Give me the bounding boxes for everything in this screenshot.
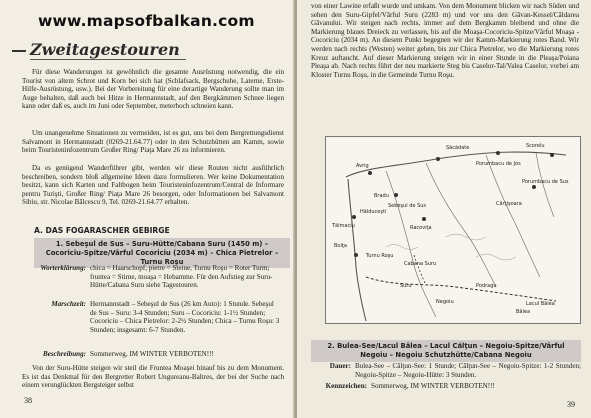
walking-time-text: Hermannstadt – Sebeşul de Sus (26 km Auto): 1 Stunde. Sebeşul de Sus – Suru: 3-4 Stunden; Suru – Cocoriciu: 1-1½ Stunden; Cocoriciu – Chica Pietrelor: 2-2½ Stunden; Chica – Turnu Roşu: 3 Stunden; insgesamt: 6-7 Stunden. (90, 300, 280, 334)
walking-time-label: Marschzeit: (51, 300, 86, 308)
page-number-right: 39 (567, 400, 575, 409)
word-explanation-text: chica = Haarschopf, pietre = Steine, Turnu Roşu = Roter Turm; fruntea = Stirne, moaşa = Hebamme. Für den Aufstieg zur Suru-Hütte/Cabana Suru siehe Tagestouren. (90, 264, 273, 290)
right-page (297, 0, 591, 418)
description-label: Beschreibung: (43, 350, 86, 358)
chapter-title-text: Zweitagestouren (30, 40, 186, 60)
map-town-marker (496, 151, 500, 155)
map-label: Racoviţa (410, 225, 432, 231)
map-label: Tălmaciu (332, 223, 355, 229)
map-town-marker (354, 253, 358, 257)
map-town-marker (394, 193, 398, 197)
map-label: Sebeşul de Sus (388, 203, 427, 209)
map-label: Porumbacu de Sus (522, 179, 569, 185)
route-2-heading: 2. Bulea-See/Lacul Bâlea – Lacul Călţun – Negoiu-Spitze/Vârful Negoiu – Negoiu Schutzhütte/Cabana Negoiu (311, 340, 581, 362)
map-label: Săcădate (446, 145, 470, 151)
title-rule (12, 50, 26, 52)
word-explanation (10, 264, 284, 290)
route-map (325, 136, 581, 324)
walking-time (10, 300, 284, 352)
map-label: Cârţişoara (496, 201, 522, 207)
marking (311, 382, 583, 392)
map-label: Scorelu (526, 143, 545, 149)
continued-paragraph: von einer Lawine erfaßt wurde und umkam. Von dem Monument blicken wir nach Süden und sehen den Suru-Gipfel/Vârful Suru (2283 m) und vor uns den Găvan-Kessel/Căldarea Găvanului. Wir steigen nach rechts, immer auf dem Bergkamm bleibend und ohne die Markierung blaues Dreieck zu verlassen, bis auf die Moaşa-Cocoriciu-Spitze/Vârful Moaşa - Cocoriciu (2034 m). An diesem Punkt begegnen wir der Kamm-Markierung rotes Band. Wir werden nach rechts (Westen) weiter gehen, bis zur Chica Pietrelor, wo die Markierung rotes Kreuz auftaucht. Auf dieser Markierung steigen wir in einer Stunde in die Pleaşa/Poiana Pleaşa ab. Nach rechts führt der neu markierte Steg bis Caselor-Tal/Valea Caselor, vorbei am Kloster Turnu Roşu, in die Gemeinde Turnu Roşu. (311, 2, 579, 79)
map-label: Negoiu (436, 299, 454, 305)
map-town-marker (550, 153, 554, 157)
salvamont-paragraph: Um unangenehme Situationen zu vermeiden, ist es gut, uns bei dem Bergrettungsdienst Salvamont in Hermannstadt (0269-21.64.77) oder in den Schutzhütten am Kamm, sowie beim Touristeninfozentrum Großer Ring/ Piaţa Mare 26 zu informieren. (22, 129, 284, 155)
section-heading: A. DAS FOGARASCHER GEBIRGE (34, 226, 170, 235)
left-page (0, 0, 295, 418)
chapter-title (12, 38, 202, 64)
page-number-left: 38 (24, 396, 32, 405)
map-label: Bradu (374, 193, 389, 199)
word-explanation-label: Worterklärung: (40, 264, 86, 272)
map-label: Lacul Bâlea (526, 301, 555, 307)
watermark: www.mapsofbalkan.com (38, 12, 255, 30)
route-1-heading: 1. Sebeşul de Sus – Suru-Hütte/Cabana Suru (1450 m) – Cocoriciu-Spitze/Vârful Cocoriciu (2034 m) – Chica Pietrelor – Turnu Roşu (34, 238, 290, 268)
description-text: Sommerweg, IM WINTER VERBOTEN!!! (90, 350, 214, 358)
map-label: Hălduceşti (360, 209, 387, 215)
map-label: Boiţa (334, 243, 347, 249)
route-description-paragraph: Von der Suru-Hütte steigen wir steil die Fruntea Moaşei hinauf bis zu dem Monument. Es ist das Denkmal für den Bergretter Robert Ungureanu-Baltres, der bei der Suche nach einem verunglückten Bergsteiger selbst (22, 364, 284, 390)
duration-text: Bulea-See – Călţun-See: 1 Stunde; Călţun-See – Negoiu-Spitze: 1-2 Stunden; Negoiu-Spitze – Negoiu-Hütte: 3 Stunden. (355, 362, 581, 379)
intro-paragraph: Für diese Wanderungen ist gewöhnlich die gesamte Ausrüstung notwendig, die ein Tourist von altem Schrot und Korn bei sich hat (Schlafsack, Bergschuhe, Laterne, Erste-Hilfe-Ausrüstung, usw.). Bei der Vorbereitung für eine derartige Wanderung sollte man im Auge behalten, daß auch bei Hitze in Hermannstadt, auf den Bergkämmen Schnee liegen kann oder daß es, auch im Juni oder September, meterhoch schneien kann. (22, 68, 284, 111)
marking-label: Kennzeichen: (325, 382, 367, 390)
map-label: Avrig (356, 163, 369, 169)
map-town-marker (352, 215, 356, 219)
documentation-paragraph: Da es genügend Wanderführer gibt, werden wir diese Routen nicht ausführlich beschreiben, sondern bloß allgemeine Ideen dazu formulieren. Wer keine Dokumentation besitzt, kann sich Karten und Faltbogen beim Touristeninfozentrum/Central de Informare pentru Turişti, Großer Ring/ Piaţa Mare 26 besorgen, oder Informationen bei Salvamont Sibiu, str. Nicolae Bălcescu 9, Tel. 0269-21.64.77 erhalten. (22, 164, 284, 207)
description (10, 350, 284, 360)
map-town-marker (368, 171, 372, 175)
marking-text: Sommerweg, IM WINTER VERBOTEN!!! (371, 382, 495, 390)
map-town-marker (422, 217, 426, 221)
duration-label: Dauer: (329, 362, 351, 370)
map-label: Bâlea (516, 309, 531, 315)
map-label: Cabana Suru (404, 261, 437, 267)
map-label: Porumbacu de Jos (476, 161, 521, 167)
map-town-marker (532, 185, 536, 189)
map-label: Suru (400, 283, 412, 289)
map-town-marker (436, 157, 440, 161)
map-label: Turnu Roşu (366, 253, 394, 259)
map-label: Podragu (476, 283, 497, 289)
